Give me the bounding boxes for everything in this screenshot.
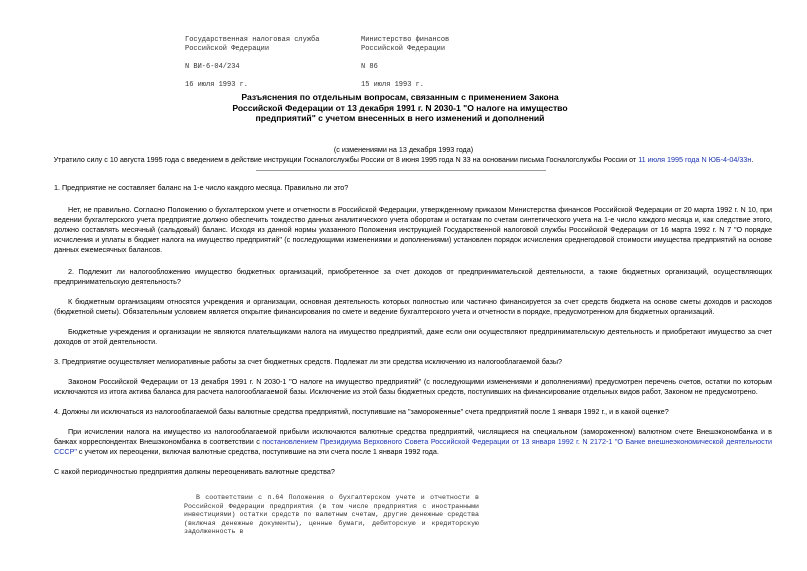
divider [256, 170, 546, 171]
document-title: Разъяснения по отдельным вопросам, связанным с применением Закона Российской Федерации от 13 декабря 1991 г. N 2030-1 "О налоге на имущество предприятий" с учетом внесенных в него изменений и дополнений [232, 92, 568, 124]
answer-4-text: При исчислении налога на имущество из налогооблагаемой прибыли исключаются валютные средства предприятий, числящиеся на специальном (замороженном) валютном счете Внешэкономбанка и в банках корреспондентах Внешэкономбанка в соответствии с [54, 427, 772, 446]
document-body [54, 183, 772, 477]
question-3: 3. Предприятие осуществляет мелиоративные работы за счет бюджетных средств. Подлежат ли эти средства исключению из налогооблагаемой базы? [54, 357, 563, 366]
question-4: 4. Должны ли исключаться из налогооблагаемой базы валютные средства предприятий, поступившие на "замороженные" счета предприятий после 1 января 1992 г., и в какой оценке? [54, 407, 669, 416]
issuer-left-org: Государственная налоговая служба [185, 36, 320, 44]
answer-2a: К бюджетным организациям относятся учреждения и организации, основная деятельность которых полностью или частично финансируется за счет средств бюджета на основе сметы доходов и расходов (бюджетной сметы). Обязательным условием является открытие финансирования по смете и ведение бухгалтерского учета и отчетности в порядке, предусмотренном для бюджетных организаций. [54, 297, 772, 316]
lost-force-link[interactable]: 11 июля 1995 года N ЮБ-4-04/33н [638, 155, 752, 164]
issuer-left-date: 16 июля 1993 г. [185, 81, 249, 89]
answer-2b: Бюджетные учреждения и организации не являются плательщиками налога на имущество предприятий, даже если они осуществляют предпринимательскую деятельность и приобретают имущество за счет доходов от этой деятельности. [54, 327, 772, 346]
issuer-right-org: Министерство финансов [361, 36, 450, 44]
lost-force-tail: . [751, 155, 754, 164]
question-2: 2. Подлежит ли налогообложению имущество бюджетных организаций, приобретенное за счет доходов от предпринимательской деятельности, а также бюджетных организаций, осуществляющих предпринимательскую деятельность? [54, 267, 772, 286]
answer-3: Законом Российской Федерации от 13 декабря 1991 г. N 2030-1 "О налоге на имущество предприятий" (с последующими изменениями и дополнениями) предусмотрен перечень счетов, остатки по которым исключаются из итога актива баланса для расчета налогооблагаемой базы. Исключение из этой базы бюджетных средств, поступивших на финансирование отдельных видов работ, Законом не предусмотрено. [54, 377, 772, 396]
answer-1: Нет, не правильно. Согласно Положению о бухгалтерском учете и отчетности в Российской Федерации, утвержденному приказом Министерства финансов Российской Федерации от 20 марта 1992 г. N 10, при ведении бухгалтерского учета предприятие должно обеспечить тождество данных аналитического учета оборотам и остаткам по счетам синтетического учета на 1-е число каждого месяца и, как следствие этого, должно составлять месячный (сальдовый) баланс. Исходя из данной нормы указанного Положения инструкцией Государственной налоговой службы Российской Федерации от 16 марта 1992 г. N 7 "О порядке исчисления и уплаты в бюджет налога на имущество предприятий" (с последующими изменениями и дополнениями) установлен порядок исчисления среднегодовой стоимости имущества предприятий на основе данных ежемесячных балансов. [54, 205, 772, 254]
answer-4 [54, 427, 772, 457]
lost-force-note [0, 155, 807, 165]
lost-force-text: Утратило силу с 10 августа 1995 года с введением в действие инструкции Госналогслужбы России от 8 июня 1995 года N 33 на основании письма Госналогслужбы России от [53, 155, 639, 164]
issuer-right-country: Российской Федерации [361, 45, 446, 53]
issuer-right-number: N 86 [361, 63, 378, 71]
edition-note: (с изменениями на 13 декабря 1993 года) [333, 145, 474, 154]
question-1: 1. Предприятие не составляет баланс на 1-е число каждого месяца. Правильно ли это? [54, 183, 349, 192]
issuer-right-date: 15 июля 1993 г. [361, 81, 425, 89]
answer-4-tail: с учетом их переоценки, включая валютные средства, поступившие на эти счета после 1 января 1992 года. [76, 447, 439, 456]
document-header [185, 36, 605, 90]
question-5: С какой периодичностью предприятия должны переоценивать валютные средства? [54, 467, 335, 476]
issuer-left-country: Российской Федерации [185, 45, 270, 53]
answer-5-preformatted: В соответствии с п.64 Положения о бухгалтерском учете и отчетности в Российской Федерации предприятия (в том числе предприятия с иностранными инвестициями) остатки средств по валютным счетам, другие денежные средства (включая денежные документы), ценные бумаги, дебиторскую и кредиторскую задолженность в [184, 494, 479, 535]
issuer-left-number: N ВИ-6-04/234 [185, 63, 240, 71]
answer-4-link[interactable]: постановлением Президиума Верховного Совета Российской Федерации от 13 января 1992 г. N 2172-1 "О Банке внешнеэкономической деятельности СССР" [54, 437, 772, 456]
